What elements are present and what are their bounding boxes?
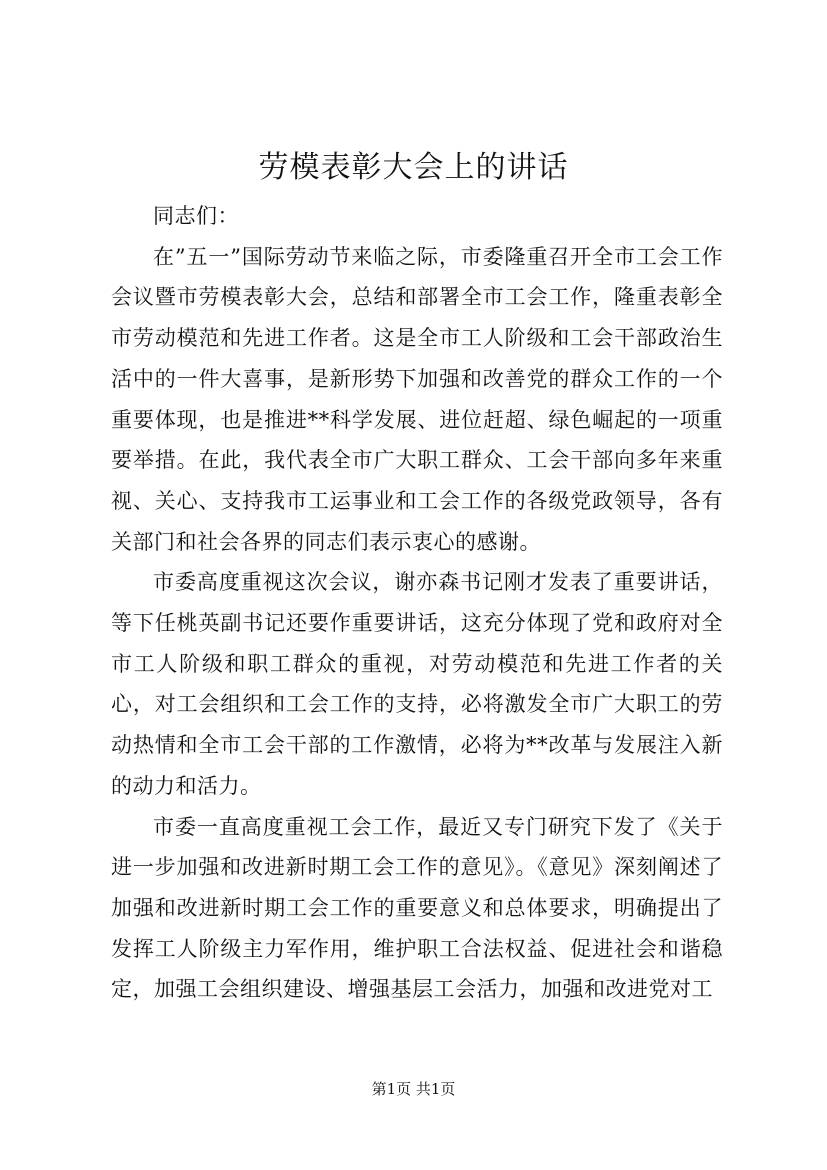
salutation: 同志们： xyxy=(153,204,239,228)
paragraph-3: 市委一直高度重视工会工作，最近又专门研究下发了《关于进一步加强和改进新时期工会工作的意见》。《意见》深刻阐述了加强和改进新时期工会工作的重要意义和总体要求，明确提出了发挥工人阶级主力军作用，维护职工合法权益、促进社会和谐稳定，加强工会组织建设、增强基层工会活力，加强和改进党对工 xyxy=(111,814,723,1002)
document-title: 劳模表彰大会上的讲话 xyxy=(258,150,569,185)
paragraph-1: 在”五一”国际劳动节来临之际，市委隆重召开全市工会工作会议暨市劳模表彰大会，总结和部署全市工会工作，隆重表彰全市劳动模范和先进工作者。这是全市工人阶级和工会干部政治生活中的一件大喜事，是新形势下加强和改善党的群众工作的一个重要体现，也是推进**科学发展、进位赶超、绿色崛起的一项重要举措。在此，我代表全市广大职工群众、工会干部向多年来重视、关心、支持我市工运事业和工会工作的各级党政领导，各有关部门和社会各界的同志们表示衷心的感谢。 xyxy=(111,244,723,554)
page-footer: 第1页 共1页 xyxy=(371,1080,456,1098)
document-body xyxy=(111,196,723,1010)
paragraph-2: 市委高度重视这次会议，谢亦森书记刚才发表了重要讲话，等下任桃英副书记还要作重要讲话，这充分体现了党和政府对全市工人阶级和职工群众的重视，对劳动模范和先进工作者的关心，对工会组织和工会工作的支持，必将激发全市广大职工的劳动热情和全市工会干部的工作激情，必将为**改革与发展注入新的动力和活力。 xyxy=(111,570,723,798)
